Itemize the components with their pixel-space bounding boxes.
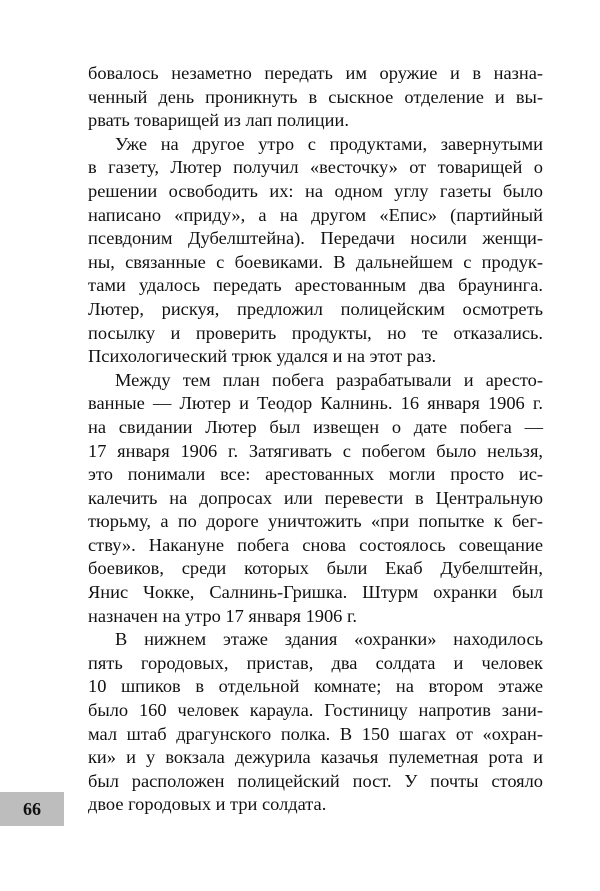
- text-line: 10 шпиков в отдельной комнате; на втором этаже: [88, 676, 543, 697]
- text-line: тами удалось передать арестованным два браунинга.: [88, 275, 543, 296]
- text-line: решении освободить их: на одном углу газеты было: [88, 180, 543, 201]
- text-line: двое городовых и три солдата.: [88, 794, 327, 815]
- text-line: на свидании Лютер был извещен о дате побега —: [88, 416, 543, 437]
- text-line: В нижнем этаже здания «охранки» находилось: [115, 629, 543, 650]
- page-number-tab: [0, 792, 64, 826]
- page-number: 66: [23, 798, 41, 819]
- text-line: ки» и у вокзала дежурила казачья пулеметная рота и: [88, 747, 543, 768]
- text-line: тюрьму, а по дороге уничтожить «при попытке к бег-: [88, 511, 543, 532]
- text-line: был расположен полицейский пост. У почты стояло: [88, 770, 543, 791]
- text-line: рвать товарищей из лап полиции.: [88, 110, 349, 131]
- text-line: назначен на утро 17 января 1906 г.: [88, 605, 358, 626]
- text-line: ченный день проникнуть в сыскное отделение и вы-: [88, 86, 543, 107]
- text-line: посылку и проверить продукты, но те отказались.: [88, 322, 543, 343]
- text-line: Психологический трюк удался и на этот раз.: [88, 346, 437, 367]
- text-line: 17 января 1906 г. Затягивать с побегом было нельзя,: [88, 440, 543, 461]
- text-line: бовалось незаметно передать им оружие и в назна-: [88, 63, 543, 83]
- text-line: написано «приду», а на другом «Епис» (партийный: [88, 204, 543, 225]
- text-line: Лютер, рискуя, предложил полицейским осмотреть: [88, 298, 543, 319]
- text-line: калечить на допросах или перевести в Центральную: [88, 487, 543, 508]
- text-line: мал штаб драгунского полка. В 150 шагах от «охран-: [88, 723, 543, 744]
- text-line: Между тем план побега разрабатывали и аресто-: [115, 369, 543, 390]
- text-line: в газету, Лютер получил «весточку» от товарищей о: [88, 157, 543, 178]
- text-line: было 160 человек караула. Гостиницу напротив зани-: [88, 700, 543, 721]
- text-line: ству». Накануне побега снова состоялось совещание: [88, 534, 543, 555]
- text-line: ны, связанные с боевиками. В дальнейшем с продук-: [88, 251, 543, 272]
- text-line: псевдоним Дубелштейна). Передачи носили женщи-: [88, 228, 543, 249]
- text-line: Уже на другое утро с продуктами, завернутыми: [115, 133, 543, 154]
- text-line: боевиков, среди которых были Екаб Дубелштейн,: [88, 558, 543, 579]
- text-line: это понимали все: арестованных могли просто ис-: [88, 464, 543, 485]
- body-text: [88, 62, 543, 817]
- text-line: Янис Чокке, Салнинь-Гришка. Штурм охранки был: [88, 582, 543, 603]
- text-line: пять городовых, пристав, два солдата и человек: [88, 652, 543, 673]
- text-line: ванные — Лютер и Теодор Калнинь. 16 января 1906 г.: [88, 393, 543, 414]
